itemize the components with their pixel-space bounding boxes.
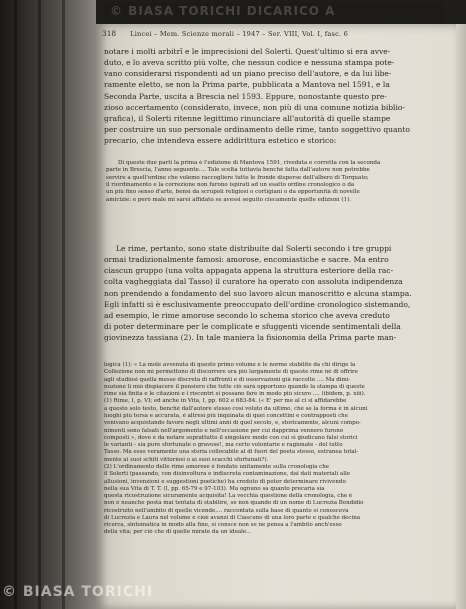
watermark-top: © BIASA TORICHI DICARICO A [110, 4, 336, 18]
text-line: amicizie: e però male mi sarei affidato se avessi seguito ciecamente quelle edizioni (1). [106, 196, 352, 203]
text-line: (1) Rime, I, p. VI; ed anche in Vita, I, pp. 602 e 683-84. (« E' per me al ci si affidarebbe [104, 398, 347, 405]
text-line: agli studiosi quella messe discreta di raffronti e di osservazioni già raccolte .... Ma dimi- [104, 376, 351, 383]
spine-shadow-line [62, 0, 65, 609]
text-line: composti », dove è da notare soprattutto il singolare modo con cui si giudicano falsi storici [104, 434, 358, 441]
block-quote [106, 160, 448, 204]
body-paragraph-1 [104, 46, 450, 146]
text-line: rime sia finita e le citazioni e i riscontri si possano fare in modo più sicuro .... (ibidem, p. xiii). [104, 391, 366, 398]
text-line: notare i molti arbitrî e le imprecisioni del Solerti. Quest'ultimo si era avve- [104, 47, 391, 56]
footnotes [104, 362, 450, 537]
text-line: un più fino senso d'arte, bensì da scrupoli religiosi o cortigiani o da opportunità di novelle [106, 189, 360, 196]
text-line: ricostruito nell'ambito di quelle vicende.... raccontata sulla base di quanto si conosceva [104, 507, 349, 514]
text-line: della vita; per ciò che di quelle mirate da un ideale... [104, 529, 252, 536]
page-right-edge [456, 24, 466, 609]
text-line: precario, che intendeva essere addirittura estetico e storico: [104, 136, 337, 146]
text-line: nuzione li mio dispiacere il pensiero che tutte ciò sarà opportuno quando la stampa di queste [104, 383, 365, 390]
text-line: Le rime, pertanto, sono state distribuite dal Solerti secondo i tre gruppi [116, 244, 392, 253]
text-line: servire a quell'ordine che volemo raccogliere tutte le fronde disperse dell'albero di Torquato; [106, 174, 369, 181]
running-header [102, 29, 454, 38]
text-line: (2) L'ordinamento delle rime amorose è fondato unitamente sulla cronologia che [104, 463, 330, 470]
spine-shadow-line [14, 0, 17, 609]
text-line: duto, e lo aveva scritto più volte, che nessun codice e nessuna stampa pote- [104, 58, 395, 68]
text-line: il riordinamento e la correzione non furono ispirati ad un esatto ordine cronologico o da [106, 182, 355, 189]
text-line: logica (1): « La mole avvenuta di questo primo volume e le norme stabilite da chi dirige la [104, 362, 356, 368]
text-line: vano considerarsi rispondenti ad un piano preciso dell'autore, e da lui libe- [104, 69, 392, 79]
running-head: Lincei – Mem. Scienze morali – 1947 – Ser. VIII, Vol. I, fasc. 6 [130, 30, 349, 38]
text-line: ciascun gruppo (una volta appagata appena la struttura esteriore della rac- [104, 266, 394, 276]
text-line: luoghi più tersa e accurata, è altresì più inquinata di quei concettini e contrapposti che [104, 412, 348, 419]
text-line: allusioni, invenzioni e suggestioni poetiche) ha creduto di poter determinare rivivendo [104, 478, 346, 485]
text-line: per costruire un suo personale ordinamento delle rime, tanto soggettivo quanto [104, 125, 410, 135]
text-line: zioso accertamento (considerato, invece, non più di una comune notizia biblio- [104, 102, 405, 112]
text-line: questa ricostruzione sicuramente acquisita! La vecchia questione della cronologia, che è [104, 493, 353, 500]
text-line: nella sua Vita di T. T. (I, pp. 65-79 e 97-103). Ma ognuno sa quanto precaria sia [104, 485, 325, 492]
page-number: 318 [102, 29, 117, 38]
spine-shadow-line [38, 0, 41, 609]
text-line: il Solerti (passando, con disinvoltura e indiscreta contaminazione, dai dati materiali alle [104, 471, 350, 478]
text-line: di Lucrezia e Laura nel volume e cioè avanzi di Ciascuno di una loro parte e qualche decina [104, 514, 361, 521]
text-line: Di queste due parti la prima è l'edizione di Mantova 1591, riveduta e corretta con la seconda [118, 160, 381, 166]
text-line: parte in Brescia, l'anno seguente.... Tale scelta tuttavia benché fatta dall'autore non potrebbe [106, 167, 370, 174]
text-line: ad esempio, le rime amorose secondo lo schema storico che aveva creduto [104, 310, 390, 320]
body-paragraph-2 [104, 243, 450, 343]
text-line: ricerca, sintomatica in modo alla fine, si consce non se ne pensa a l'ambito anch'esso [104, 522, 342, 529]
text-line: mente ai suoi schiti vittoriosi o ai suoi scacchi sfortunati?). [104, 456, 269, 463]
text-line: nimenti sono falsati nell'argomento e nell'occasione per cui dapprima vennero furono [104, 427, 344, 434]
text-line: ormai tradizionalmente famosi: amorose, encomiastiche e sacre. Ma entro [104, 255, 389, 265]
text-line: non è neanche posta mai tentata di stabilire, se non quando di un nome di Lucrezia Bendidio [104, 500, 364, 507]
text-line: giovinezza tassiana (2). In tale maniera la fisionomia della Prima parte man- [104, 333, 397, 343]
text-line: le varianti - sia pure sfortunate o gravose!, ma certo volontarie e ragionate - del tutto [104, 442, 343, 449]
text-line: di poter determinare per le complicate e sfuggenti vicende sentimentali della [104, 322, 401, 332]
text-line: Collezione non mi permettono di discorrere ora più largamente di queste rime né di offrire [104, 369, 358, 376]
watermark-bottom: © BIASA TORICHI [2, 584, 154, 600]
text-line: Seconda Parte, uscita a Brescia nel 1593. Eppure, nonostante questo pre- [104, 91, 387, 101]
text-line: colta vagheggiata dal Tasso) il curatore ha operato con assoluta indipendenza [104, 277, 403, 287]
text-line: grafica), il Solerti ritenne legittimo rinunciare all'autorità di quelle stampe [104, 113, 391, 123]
text-line: a questo solo testo, benché dall'autore stesso così voluto da ultimo, chè se la forma è in alcuni [104, 405, 368, 412]
text-line: venivano acquistando favore negli ultimi anni di quel secolo, e, storicamente, alcuni compo- [104, 420, 361, 427]
text-line: ramente eletto, se non la Prima parte, pubblicata a Mantova nel 1591, e la [104, 80, 390, 90]
text-line: Egli infatti si è esclusivamente preoccupato dell'ordine cronologico sistemando, [104, 299, 411, 309]
text-line: Tasso. Ma esso veramente una storia collocabile al di fuori del poeta stesso, estranea total- [104, 449, 359, 456]
text-line: non prendendo a fondamento del suo lavoro alcun manoscritto e alcuna stampa. [104, 288, 412, 298]
